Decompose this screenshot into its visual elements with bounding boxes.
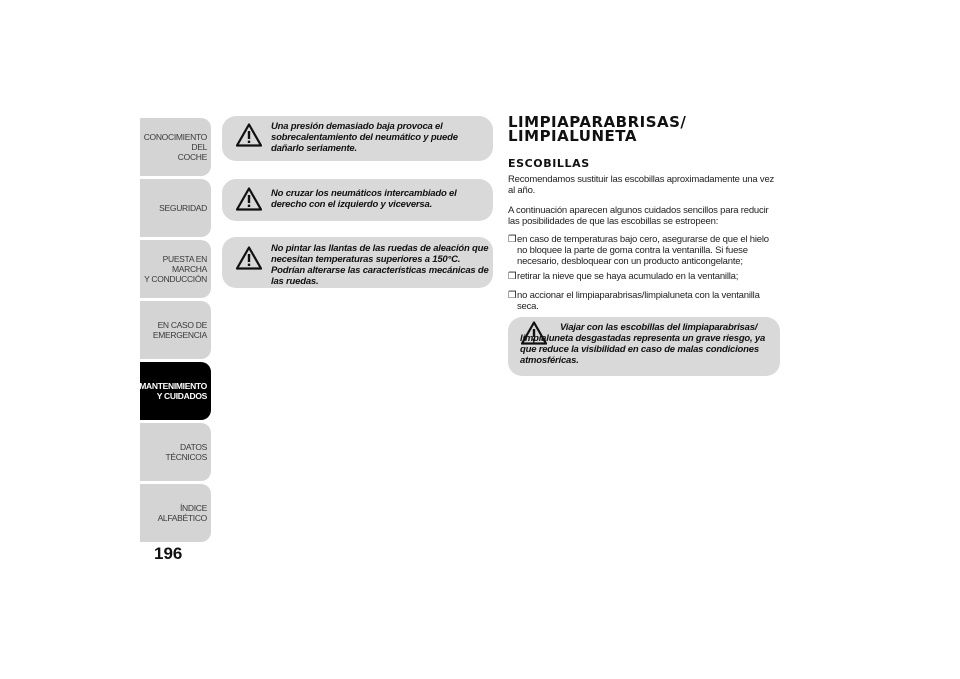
tab-label: DATOS TÉCNICOS xyxy=(165,442,207,462)
tab-label: SEGURIDAD xyxy=(159,203,207,213)
heading-line: LIMPIAPARABRISAS/ xyxy=(508,113,687,131)
tab-seguridad[interactable] xyxy=(140,179,211,237)
tab-puesta-en-marcha[interactable] xyxy=(140,240,211,298)
warning-text: No cruzar los neumáticos intercambiado el derecho con el izquierdo y viceversa. xyxy=(271,188,457,210)
subsection-heading: ESCOBILLAS xyxy=(508,157,590,170)
list-item-text: en caso de temperaturas bajo cero, asegurarse de que el hielo no bloquee la parte de goma contra la ventanilla. Si fuese necesario, desbloquear con un producto anticongelante; xyxy=(517,234,769,267)
warning-triangle-icon xyxy=(236,187,262,211)
warning-box xyxy=(508,317,780,376)
tab-conocimiento-del-coche[interactable] xyxy=(140,118,211,176)
tab-label: MANTENIMIENTO Y CUIDADOS xyxy=(139,381,207,401)
warning-box xyxy=(222,116,493,161)
checkbox-bullet-icon: ❒ xyxy=(508,290,517,301)
tab-label: ÍNDICE ALFABÉTICO xyxy=(157,503,207,523)
tab-mantenimiento-y-cuidados[interactable] xyxy=(140,362,211,420)
tab-en-caso-de-emergencia[interactable] xyxy=(140,301,211,359)
section-heading xyxy=(508,115,686,143)
checkbox-bullet-icon: ❒ xyxy=(508,234,517,245)
checkbox-bullet-icon: ❒ xyxy=(508,271,517,282)
list-item-text: no accionar el limpiaparabrisas/limpialuneta con la ventanilla seca. xyxy=(517,290,760,312)
tab-label: CONOCIMIENTO DEL COCHE xyxy=(143,132,207,162)
warning-triangle-icon xyxy=(236,123,262,147)
warning-triangle-icon xyxy=(236,246,262,270)
paragraph: A continuación aparecen algunos cuidados sencillos para reducir las posibilidades de que las escobillas se estropeen: xyxy=(508,205,769,227)
warning-text: No pintar las llantas de las ruedas de aleación que necesitan temperaturas superiores a 150°C. Podrían alterarse las características mecánicas de las ruedas. xyxy=(271,243,489,287)
list-item xyxy=(508,234,780,267)
tab-label: PUESTA EN MARCHA Y CONDUCCIÓN xyxy=(144,254,207,284)
list-item xyxy=(508,290,780,312)
tab-indice-alfabetico[interactable] xyxy=(140,484,211,542)
list-item-text: retirar la nieve que se haya acumulado en la ventanilla; xyxy=(517,271,739,282)
paragraph: Recomendamos sustituir las escobillas aproximadamente una vez al año. xyxy=(508,174,775,196)
list-item xyxy=(508,271,780,282)
warning-text: Viajar con las escobillas del limpiaparabrisas/ limpialuneta desgastadas representa un grave riesgo, ya que reduce la visibilidad en caso de malas condiciones atmosféricas. xyxy=(520,322,766,366)
warning-text: Una presión demasiado baja provoca el sobrecalentamiento del neumático y puede dañarlo seriamente. xyxy=(271,121,458,154)
page-number: 196 xyxy=(154,544,183,563)
warning-box xyxy=(222,237,493,288)
tab-datos-tecnicos[interactable] xyxy=(140,423,211,481)
warning-box xyxy=(222,179,493,221)
heading-line: LIMPIALUNETA xyxy=(508,127,637,145)
tab-label: EN CASO DE EMERGENCIA xyxy=(152,320,207,340)
